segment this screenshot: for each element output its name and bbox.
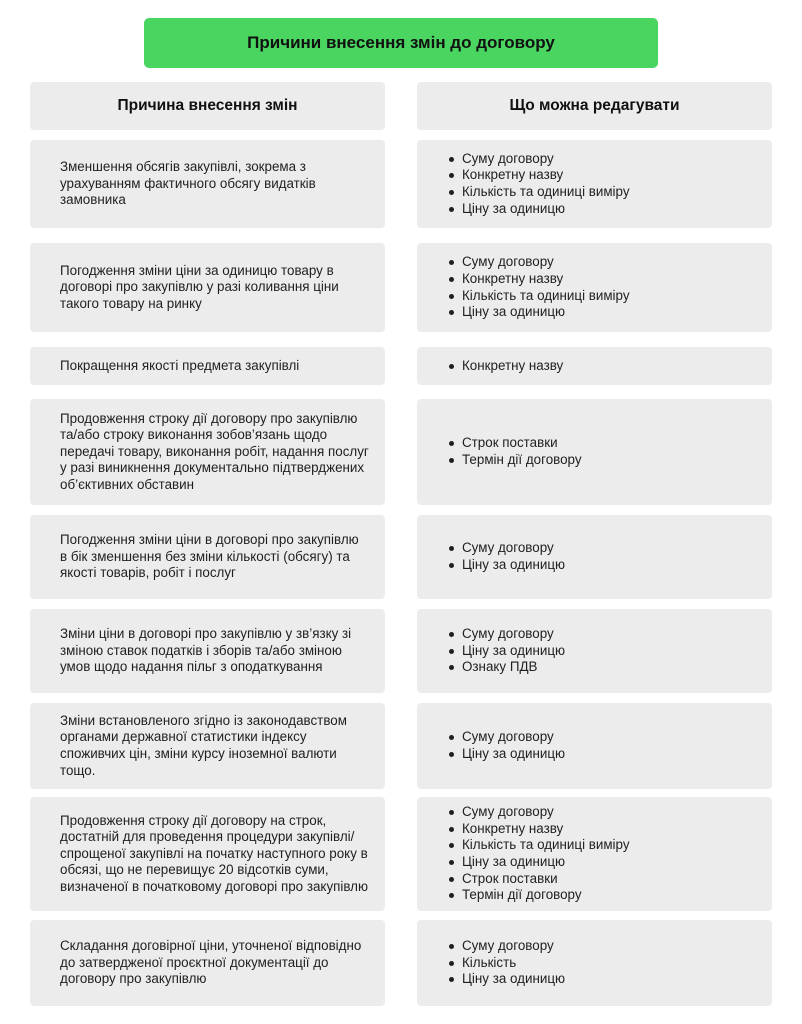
column-header-editable: Що можна редагувати xyxy=(417,82,772,130)
list-item: Кількість та одиниці виміру xyxy=(447,184,630,201)
editable-cell xyxy=(417,243,772,332)
column-header-reason: Причина внесення змін xyxy=(30,82,385,130)
list-item: Ціну за одиницю xyxy=(447,304,630,321)
reason-text: Продовження строку дії договору на строк, достатній для проведення процедури закупівлі/спрощеної закупівлі на початку наступного року в обсязі, що не перевищує 20 відсотків суми, визначеної в початковому договорі про закупівлю xyxy=(60,812,369,894)
reason-cell xyxy=(30,609,385,693)
editable-list xyxy=(447,151,630,217)
list-item: Кількість та одиниці виміру xyxy=(447,288,630,305)
list-item: Кількість та одиниці виміру xyxy=(447,837,630,854)
list-item: Строк поставки xyxy=(447,871,630,888)
editable-list xyxy=(447,540,565,573)
editable-cell xyxy=(417,515,772,599)
list-item: Термін дії договору xyxy=(447,452,582,469)
page-title: Причини внесення змін до договору xyxy=(144,18,658,68)
list-item: Конкретну назву xyxy=(447,271,630,288)
editable-cell xyxy=(417,140,772,228)
reason-text: Продовження строку дії договору про закупівлю та/або строку виконання зобов’язань щодо передачі товару, виконання робіт, надання послуг у разі виникнення документально підтверджених об’єктивних обставин xyxy=(60,410,369,492)
list-item: Суму договору xyxy=(447,804,630,821)
list-item: Ознаку ПДВ xyxy=(447,659,565,676)
reason-cell xyxy=(30,515,385,599)
reason-text: Погодження зміни ціни в договорі про закупівлю в бік зменшення без зміни кількості (обсягу) та якості товарів, робіт і послуг xyxy=(60,532,359,581)
editable-list xyxy=(447,804,630,904)
list-item: Термін дії договору xyxy=(447,887,630,904)
list-item: Суму договору xyxy=(447,151,630,168)
reason-cell xyxy=(30,399,385,505)
list-item: Ціну за одиницю xyxy=(447,643,565,660)
list-item: Кількість xyxy=(447,955,565,972)
list-item: Суму договору xyxy=(447,729,565,746)
reason-cell xyxy=(30,140,385,228)
list-item: Конкретну назву xyxy=(447,821,630,838)
editable-cell xyxy=(417,703,772,789)
reason-text: Покращення якості предмета закупівлі xyxy=(60,357,300,373)
editable-list xyxy=(447,358,563,375)
list-item: Ціну за одиницю xyxy=(447,854,630,871)
editable-list xyxy=(447,254,630,320)
editable-list xyxy=(447,729,565,762)
reason-text: Складання договірної ціни, уточненої відповідно до затвердженої проєктної документації до договору про закупівлю xyxy=(60,938,362,987)
reason-text: Зміни встановленого згідно із законодавством органами державної статистики індексу споживчих цін, зміни курсу іноземної валюти тощо. xyxy=(60,712,347,778)
editable-cell xyxy=(417,399,772,505)
reason-cell xyxy=(30,797,385,911)
editable-cell xyxy=(417,609,772,693)
list-item: Ціну за одиницю xyxy=(447,201,630,218)
list-item: Ціну за одиницю xyxy=(447,971,565,988)
list-item: Ціну за одиницю xyxy=(447,557,565,574)
list-item: Конкретну назву xyxy=(447,358,563,375)
reason-cell xyxy=(30,703,385,789)
reason-cell xyxy=(30,347,385,385)
list-item: Суму договору xyxy=(447,540,565,557)
list-item: Суму договору xyxy=(447,254,630,271)
reason-text: Погодження зміни ціни за одиницю товару в договорі про закупівлю у разі коливання ціни такого товару на ринку xyxy=(60,262,339,311)
editable-list xyxy=(447,435,582,468)
reason-cell xyxy=(30,243,385,332)
list-item: Строк поставки xyxy=(447,435,582,452)
reason-text: Зміни ціни в договорі про закупівлю у зв’язку зі зміною ставок податків і зборів та/або зміною умов щодо надання пільг з оподаткування xyxy=(60,626,352,675)
editable-cell xyxy=(417,347,772,385)
editable-list xyxy=(447,938,565,988)
list-item: Конкретну назву xyxy=(447,167,630,184)
editable-cell xyxy=(417,797,772,911)
reason-cell xyxy=(30,920,385,1006)
reason-text: Зменшення обсягів закупівлі, зокрема з урахуванням фактичного обсягу видатків замовника xyxy=(60,159,316,208)
list-item: Суму договору xyxy=(447,938,565,955)
editable-list xyxy=(447,626,565,676)
list-item: Суму договору xyxy=(447,626,565,643)
editable-cell xyxy=(417,920,772,1006)
list-item: Ціну за одиницю xyxy=(447,746,565,763)
